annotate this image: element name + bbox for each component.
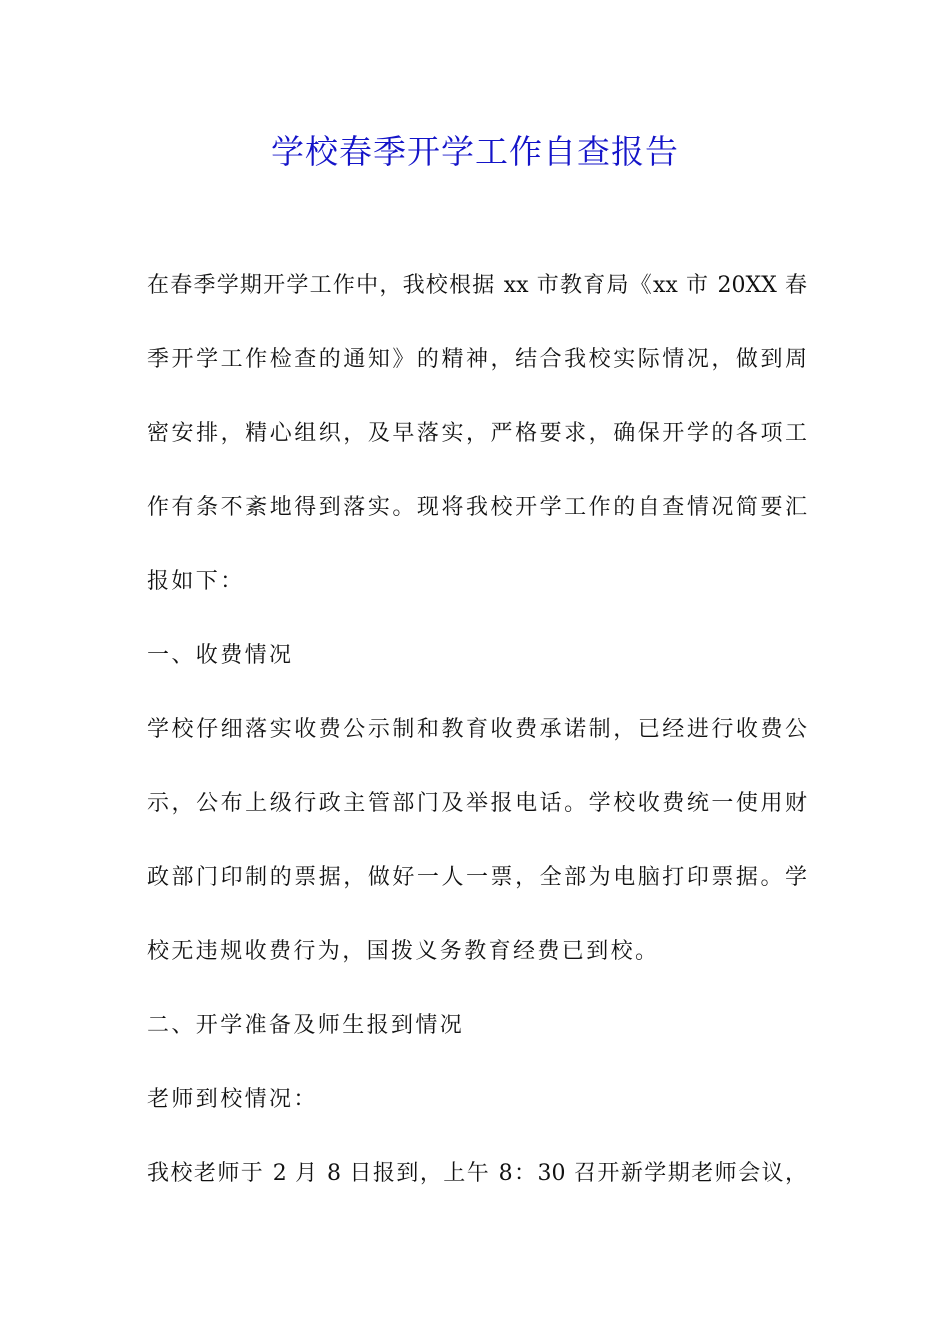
text-line: 作有条不紊地得到落实。现将我校开学工作的自查情况简要汇 <box>147 495 807 520</box>
text-line: 政部门印制的票据，做好一人一票，全部为电脑打印票据。学 <box>147 865 807 890</box>
text-line: 示，公布上级行政主管部门及举报电话。学校收费统一使用财 <box>147 791 807 816</box>
text-line: 校无违规收费行为，国拨义务教育经费已到校。 <box>147 939 660 964</box>
text-line: 学校仔细落实收费公示制和教育收费承诺制，已经进行收费公 <box>147 717 807 742</box>
document-title: 学校春季开学工作自查报告 <box>271 132 679 171</box>
text-line: 我校老师于 2 月 8 日报到，上午 8：30 召开新学期老师会议， <box>147 1161 807 1186</box>
text-line: 季开学工作检查的通知》的精神，结合我校实际情况，做到周 <box>147 347 807 372</box>
section-heading-preparation: 二、开学准备及师生报到情况 <box>147 1013 465 1038</box>
document-body <box>147 265 807 1227</box>
text-line: 密安排，精心组织，及早落实，严格要求，确保开学的各项工 <box>147 421 807 446</box>
text-line: 报如下： <box>147 569 245 594</box>
section-heading-fees: 一、收费情况 <box>147 643 294 668</box>
subheading-teachers: 老师到校情况： <box>147 1087 318 1112</box>
text-line: 在春季学期开学工作中，我校根据 xx 市教育局《xx 市 20XX 春 <box>147 273 807 298</box>
